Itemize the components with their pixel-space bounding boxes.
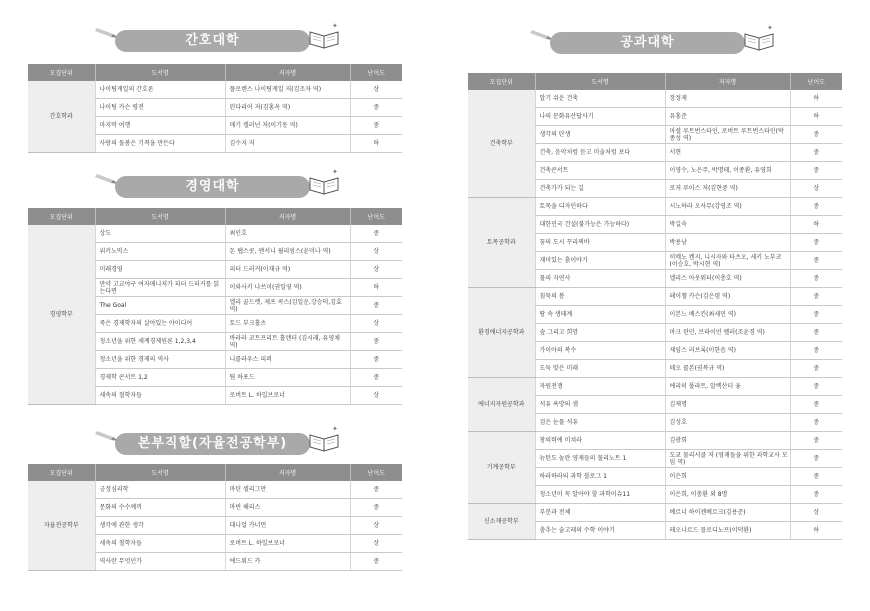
- author-cell: 매기 캘러넌 저(이기동 역): [225, 117, 350, 135]
- difficulty-cell: 중: [790, 342, 842, 360]
- department-cell: 경영학부: [28, 225, 95, 405]
- department-cell: 토목공학과: [468, 198, 535, 288]
- author-cell: 베르너 하이젠베르크(김용준): [665, 504, 790, 522]
- author-cell: 박용남: [665, 234, 790, 252]
- book-title-cell: 문화의 수수께끼: [95, 499, 225, 517]
- author-cell: 돈 탭스콧, 앤서니 윌리엄스(윤미나 역): [225, 243, 350, 261]
- book-title-cell: 침묵의 봄: [535, 288, 665, 306]
- column-header-diff: 난이도: [350, 208, 402, 225]
- table-row: [468, 504, 842, 522]
- author-cell: 로저 루이스 저(김현중 역): [665, 180, 790, 198]
- book-title-cell: 죽은 경제학자의 살아있는 아이디어: [95, 315, 225, 333]
- table-header-row: [28, 208, 402, 225]
- difficulty-cell: 중: [790, 414, 842, 432]
- author-cell: 이영수, 노은주, 박명태, 이종환, 유영희: [665, 162, 790, 180]
- book-title-cell: 건축, 음악처럼 듣고 미술처럼 보다: [535, 144, 665, 162]
- difficulty-cell: 중: [790, 432, 842, 450]
- table-row: [28, 481, 402, 499]
- author-cell: 시노하라 오사무(강영조 역): [665, 198, 790, 216]
- book-title-cell: 청소년을 위한 세계경제원론 1,2,3,4: [95, 333, 225, 351]
- table-row: [468, 288, 842, 306]
- difficulty-cell: 중: [350, 553, 402, 571]
- author-cell: 바라라 코트프리트 홀랜더 (김시래, 유영채 역): [225, 333, 350, 351]
- author-cell: 로버트 L. 하일브로너: [225, 387, 350, 405]
- reading-table-engineering: [468, 73, 842, 540]
- author-cell: 레이첼 카슨(김은령 역): [665, 288, 790, 306]
- difficulty-cell: 중: [790, 306, 842, 324]
- author-cell: 마틴 셀리그만: [225, 481, 350, 499]
- column-header-unit: 모집단위: [28, 464, 95, 481]
- column-header-unit: 모집단위: [468, 73, 535, 90]
- book-title-cell: 토목을 디자인하다: [535, 198, 665, 216]
- author-cell: 마셜 루트번스타인, 로버트 루트번스타인(박종성 역): [665, 126, 790, 144]
- reading-table-independent: [28, 464, 402, 571]
- table-row: [468, 198, 842, 216]
- book-title-cell: 석유 욕망의 샘: [535, 396, 665, 414]
- author-cell: 유홍준: [665, 108, 790, 126]
- difficulty-cell: 중: [350, 117, 402, 135]
- author-cell: 제임스 러브록(이한음 역): [665, 342, 790, 360]
- svg-text:✦: ✦: [332, 168, 338, 176]
- table-row: [28, 225, 402, 243]
- reading-table-nursing: [28, 64, 402, 153]
- department-cell: 에너지자원공학과: [468, 378, 535, 432]
- book-title-cell: 세속의 철학자들: [95, 387, 225, 405]
- difficulty-cell: 중: [790, 144, 842, 162]
- book-title-cell: 나이팅 카슨 평전: [95, 99, 225, 117]
- difficulty-cell: 상: [350, 535, 402, 553]
- book-title-cell: 세속의 철학자들: [95, 535, 225, 553]
- author-cell: 김수지 저: [225, 135, 350, 153]
- book-title-cell: 생각의 탄생: [535, 126, 665, 144]
- column-header-author: 저자명: [225, 208, 350, 225]
- difficulty-cell: 중: [790, 288, 842, 306]
- book-title-cell: 위키노믹스: [95, 243, 225, 261]
- book-title-cell: 춤추는 술고래의 수학 이야기: [535, 522, 665, 540]
- book-title-cell: 역사란 무엇인가: [95, 553, 225, 571]
- difficulty-cell: 중: [790, 162, 842, 180]
- difficulty-cell: 중: [790, 378, 842, 396]
- difficulty-cell: 중: [790, 252, 842, 270]
- author-cell: 앨리스 아웃워터(이충호 역): [665, 270, 790, 288]
- book-title-cell: 나의 문화유산답사기: [535, 108, 665, 126]
- column-header-book: 도서명: [95, 208, 225, 225]
- table-row: [468, 378, 842, 396]
- author-cell: 에리히 폴라트, 알렉산더 융: [665, 378, 790, 396]
- author-cell: 플로렌스 나이팅게일 저(김조자 역): [225, 81, 350, 99]
- difficulty-cell: 하: [790, 522, 842, 540]
- difficulty-cell: 상: [350, 387, 402, 405]
- column-header-unit: 모집단위: [28, 208, 95, 225]
- book-title-cell: 꿈의 도시 꾸리찌바: [535, 234, 665, 252]
- difficulty-cell: 중: [350, 499, 402, 517]
- author-cell: 레오나르드 믈로디노프(이덕환): [665, 522, 790, 540]
- author-cell: 서현: [665, 144, 790, 162]
- section-banner-independent: [105, 425, 340, 455]
- author-cell: 린다리어 저(김홍옥 역): [225, 99, 350, 117]
- table-header-row: [28, 64, 402, 81]
- author-cell: 피터 드러커(이재규 역): [225, 261, 350, 279]
- book-title-cell: The Goal: [95, 297, 225, 315]
- section-title: 본부직할(자율전공학부): [115, 433, 310, 455]
- difficulty-cell: 중: [350, 481, 402, 499]
- difficulty-cell: 중: [350, 297, 402, 315]
- difficulty-cell: 중: [350, 369, 402, 387]
- author-cell: 엘리 골드렛, 제프 콕스(김일운,강승덕,김효 역): [225, 297, 350, 315]
- book-title-cell: 도둑 맞은 미래: [535, 360, 665, 378]
- difficulty-cell: 상: [350, 243, 402, 261]
- difficulty-cell: 중: [350, 351, 402, 369]
- book-title-cell: 대한민국 건설(불가능은 가능하다): [535, 216, 665, 234]
- book-icon: [308, 20, 340, 50]
- department-cell: 기계공학부: [468, 432, 535, 504]
- difficulty-cell: 상: [350, 517, 402, 535]
- book-title-cell: 만약 고교야구 여자매니저가 피터 드러커를 읽는다면: [95, 279, 225, 297]
- column-header-book: 도서명: [535, 73, 665, 90]
- author-cell: 이와사키 나쓰미(권일영 역): [225, 279, 350, 297]
- difficulty-cell: 중: [790, 270, 842, 288]
- svg-text:✦: ✦: [767, 24, 773, 32]
- book-title-cell: 검은 눈물 석유: [535, 414, 665, 432]
- book-title-cell: 청소년이 꼭 알아야 할 과학이슈11: [535, 486, 665, 504]
- department-cell: 환경에너지공학과: [468, 288, 535, 378]
- difficulty-cell: 중: [350, 225, 402, 243]
- difficulty-cell: 상: [350, 315, 402, 333]
- difficulty-cell: 하: [790, 90, 842, 108]
- table-header-row: [468, 73, 842, 90]
- book-icon: [743, 22, 775, 52]
- author-cell: 장정제: [665, 90, 790, 108]
- table-row: [28, 81, 402, 99]
- book-title-cell: 생각에 관한 생각: [95, 517, 225, 535]
- author-cell: 최인호: [225, 225, 350, 243]
- book-title-cell: 긍정심리학: [95, 481, 225, 499]
- section-banner-engineering: [540, 24, 775, 54]
- book-title-cell: 알기 쉬운 건축: [535, 90, 665, 108]
- book-title-cell: 가이아의 복수: [535, 342, 665, 360]
- difficulty-cell: 중: [790, 396, 842, 414]
- author-cell: 대니얼 카너먼: [225, 517, 350, 535]
- difficulty-cell: 하: [350, 135, 402, 153]
- difficulty-cell: 하: [790, 108, 842, 126]
- section-title: 공과대학: [550, 32, 745, 54]
- table-row: [468, 90, 842, 108]
- book-title-cell: 사랑의 돌봄은 기적을 만든다: [95, 135, 225, 153]
- author-cell: 김재명: [665, 396, 790, 414]
- book-title-cell: 땅 속 생태계: [535, 306, 665, 324]
- table-row: [468, 432, 842, 450]
- book-title-cell: 건축콘서트: [535, 162, 665, 180]
- book-title-cell: 마지막 여행: [95, 117, 225, 135]
- column-header-author: 저자명: [225, 464, 350, 481]
- svg-text:✦: ✦: [332, 22, 338, 30]
- book-title-cell: 창의력에 미쳐라: [535, 432, 665, 450]
- book-title-cell: 청소년을 위한 경제의 역사: [95, 351, 225, 369]
- book-icon: [308, 166, 340, 196]
- difficulty-cell: 하: [350, 279, 402, 297]
- difficulty-cell: 중: [790, 198, 842, 216]
- author-cell: 로버트 L. 하일브로너: [225, 535, 350, 553]
- difficulty-cell: 상: [790, 180, 842, 198]
- column-header-diff: 난이도: [790, 73, 842, 90]
- author-cell: 팀 하포드: [225, 369, 350, 387]
- department-cell: 자율전공학부: [28, 481, 95, 571]
- difficulty-cell: 상: [790, 504, 842, 522]
- author-cell: 이은희, 이충환 외 8명: [665, 486, 790, 504]
- book-title-cell: 경제학 콘서트 1,2: [95, 369, 225, 387]
- difficulty-cell: 하: [790, 216, 842, 234]
- difficulty-cell: 중: [790, 450, 842, 468]
- difficulty-cell: 중: [350, 333, 402, 351]
- author-cell: 에드워드 카: [225, 553, 350, 571]
- column-header-unit: 모집단위: [28, 64, 95, 81]
- author-cell: 도쿄 물리서클 저 (영재들을 위한 과학교사 모임 역): [665, 450, 790, 468]
- difficulty-cell: 중: [790, 126, 842, 144]
- section-banner-business: [105, 168, 340, 198]
- department-cell: 신소재공학부: [468, 504, 535, 540]
- book-title-cell: 상도: [95, 225, 225, 243]
- author-cell: 김광희: [665, 432, 790, 450]
- author-cell: 히메노 켄지, 니시자와 타츠오, 세키 노부코(이승호, 박시현 역): [665, 252, 790, 270]
- department-cell: 건축학부: [468, 90, 535, 198]
- book-title-cell: 하라하라의 과학 블로그 1: [535, 468, 665, 486]
- difficulty-cell: 상: [350, 261, 402, 279]
- department-cell: 간호학과: [28, 81, 95, 153]
- difficulty-cell: 중: [790, 468, 842, 486]
- difficulty-cell: 상: [350, 81, 402, 99]
- book-title-cell: 부분과 전체: [535, 504, 665, 522]
- book-title-cell: 나이팅게일의 간호론: [95, 81, 225, 99]
- section-title: 간호대학: [115, 30, 310, 52]
- column-header-book: 도서명: [95, 464, 225, 481]
- reading-table-business: [28, 208, 402, 405]
- book-icon: [308, 423, 340, 453]
- column-header-book: 도서명: [95, 64, 225, 81]
- book-title-cell: 숲 그리고 희망: [535, 324, 665, 342]
- column-header-diff: 난이도: [350, 464, 402, 481]
- author-cell: 김성호: [665, 414, 790, 432]
- svg-text:✦: ✦: [332, 425, 338, 433]
- book-title-cell: 자원전쟁: [535, 378, 665, 396]
- book-title-cell: 건축가가 되는 길: [535, 180, 665, 198]
- difficulty-cell: 중: [790, 234, 842, 252]
- author-cell: 이본느 배스킨(최세민 역): [665, 306, 790, 324]
- author-cell: 테오 콜본(권복규 역): [665, 360, 790, 378]
- author-cell: 니콜라우스 피퍼: [225, 351, 350, 369]
- column-header-author: 저자명: [665, 73, 790, 90]
- book-title-cell: 뉴턴도 놀란 영재들의 물리노트 1: [535, 450, 665, 468]
- section-title: 경영대학: [115, 176, 310, 198]
- difficulty-cell: 중: [790, 324, 842, 342]
- section-banner-nursing: [105, 22, 340, 52]
- column-header-diff: 난이도: [350, 64, 402, 81]
- book-title-cell: 물의 자연사: [535, 270, 665, 288]
- column-header-author: 저자명: [225, 64, 350, 81]
- author-cell: 박길숙: [665, 216, 790, 234]
- difficulty-cell: 중: [350, 99, 402, 117]
- table-header-row: [28, 464, 402, 481]
- author-cell: 이은희: [665, 468, 790, 486]
- author-cell: 마크 린던, 브라이언 펠러(조윤경 역): [665, 324, 790, 342]
- author-cell: 마빈 해리스: [225, 499, 350, 517]
- difficulty-cell: 중: [790, 486, 842, 504]
- book-title-cell: 재미있는 흙이야기: [535, 252, 665, 270]
- book-title-cell: 미래경영: [95, 261, 225, 279]
- author-cell: 토드 부크홀츠: [225, 315, 350, 333]
- difficulty-cell: 중: [790, 360, 842, 378]
